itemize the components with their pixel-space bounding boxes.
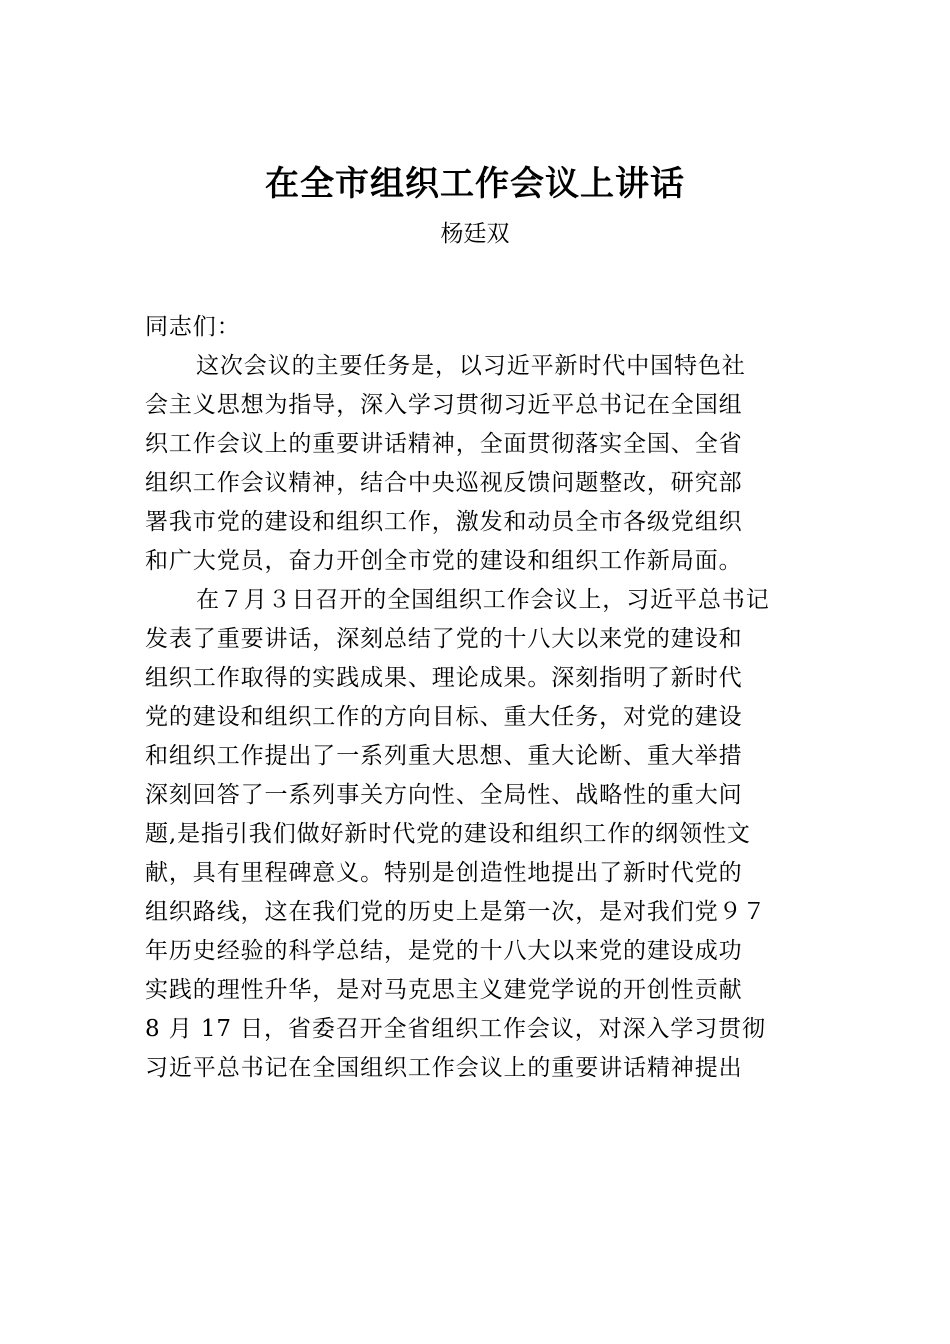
paragraph-line: 和广大党员，奋力开创全市党的建设和组织工作新局面。 [145, 548, 743, 574]
paragraph-line: 会主义思想为指导，深入学习贯彻习近平总书记在全国组 [145, 392, 743, 418]
document-title: 在全市组织工作会议上讲话 [265, 164, 685, 204]
document-author: 杨廷双 [440, 221, 510, 247]
paragraph-line: 和组织工作提出了一系列重大思想、重大论断、重大举措 [145, 743, 743, 769]
paragraph-line: 题,是指引我们做好新时代党的建设和组织工作的纲领性文 [145, 821, 751, 847]
paragraph-line: 发表了重要讲话，深刻总结了党的十八大以来党的建设和 [145, 626, 743, 652]
paragraph-line: 党的建设和组织工作的方向目标、重大任务，对党的建设 [145, 704, 743, 730]
document-body [145, 308, 815, 1088]
paragraph-line: 织工作会议上的重要讲话精神，全面贯彻落实全国、全省 [145, 431, 743, 457]
paragraph-1 [145, 347, 815, 581]
paragraph-line: 深刻回答了一系列事关方向性、全局性、战略性的重大问 [145, 782, 743, 808]
paragraph-line: 年历史经验的科学总结，是党的十八大以来党的建设成功 [145, 938, 743, 964]
paragraph-2 [145, 581, 815, 1088]
paragraph-line: 组织工作取得的实践成果、理论成果。深刻指明了新时代 [145, 665, 743, 691]
paragraph-line: 实践的理性升华，是对马克思主义建党学说的开创性贡献 [145, 977, 743, 1003]
paragraph-line: 这次会议的主要任务是，以习近平新时代中国特色社 [196, 353, 746, 379]
paragraph-line: 8 月 17 日，省委召开全省组织工作会议，对深入学习贯彻 [145, 1016, 766, 1042]
paragraph-line: 组织路线，这在我们党的历史上是第一次，是对我们党９７ [145, 899, 767, 925]
paragraph-line: 献，具有里程碑意义。特别是创造性地提出了新时代党的 [145, 860, 743, 886]
paragraph-line: 习近平总书记在全国组织工作会议上的重要讲话精神提出 [145, 1055, 743, 1081]
paragraph-line: 署我市党的建设和组织工作，激发和动员全市各级党组织 [145, 509, 743, 535]
paragraph-line: 组织工作会议精神，结合中央巡视反馈问题整改，研究部 [145, 470, 743, 496]
paragraph-line: 在７月３日召开的全国组织工作会议上，习近平总书记 [196, 587, 770, 613]
salutation: 同志们： [145, 314, 241, 340]
